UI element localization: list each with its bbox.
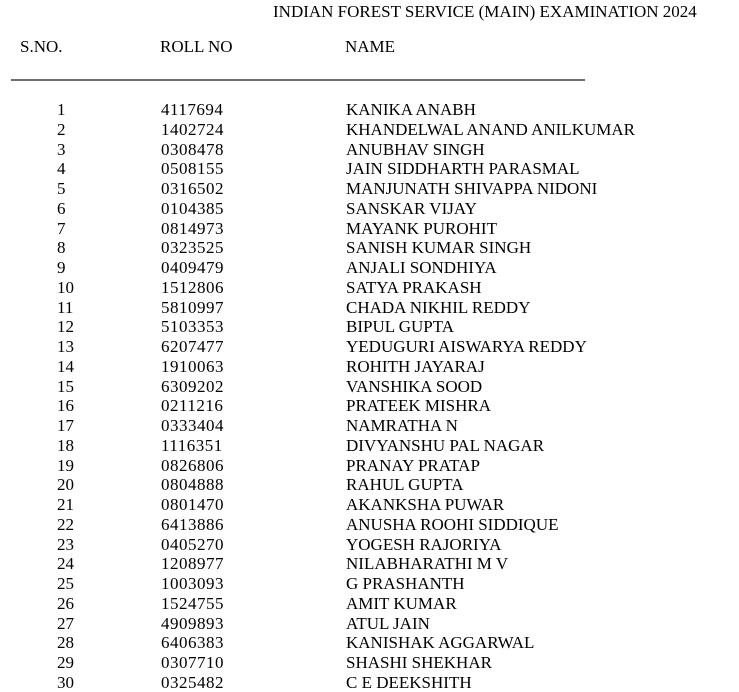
roll-number: 6406383 [161,633,224,653]
serial-number: 27 [57,613,74,633]
roll-number: 0405270 [161,534,224,554]
roll-number: 1116351 [161,435,223,455]
roll-number: 0307710 [161,653,224,672]
serial-number: 1 [57,100,66,119]
candidate-name: MAYANK PUROHIT [346,218,497,238]
roll-number: 4909893 [161,613,224,633]
candidate-name: G PRASHANTH [346,574,465,593]
table-row [0,574,739,594]
column-header-name: NAME [345,37,396,56]
table-row [0,673,739,692]
table-row [0,614,739,634]
candidate-name: YEDUGURI AISWARYA REDDY [346,337,587,356]
header-divider [11,79,585,81]
candidate-name: KANIKA ANABH [346,100,476,119]
table-row [0,238,739,258]
roll-number: 0804888 [161,475,224,495]
table-row [0,495,739,515]
candidate-name: NILABHARATHI M V [346,554,509,574]
serial-number: 2 [57,119,66,139]
candidate-name: CHADA NIKHIL REDDY [346,297,531,317]
serial-number: 20 [57,475,74,495]
serial-number: 8 [57,238,66,258]
table-row [0,633,739,653]
candidate-name: ANUSHA ROOHI SIDDIQUE [346,514,559,534]
roll-number: 6207477 [161,337,224,356]
candidate-name: AKANKSHA PUWAR [346,495,505,514]
serial-number: 22 [57,514,74,534]
candidate-name: KANISHAK AGGARWAL [346,633,535,653]
table-row [0,594,739,614]
table-row [0,159,739,179]
serial-number: 12 [57,317,74,337]
roll-number: 4117694 [161,100,224,119]
candidate-name: ANUBHAV SINGH [346,139,485,159]
roll-number: 0409479 [161,258,224,277]
roll-number: 0826806 [161,455,224,475]
serial-number: 30 [57,672,74,692]
roll-number: 1524755 [161,593,224,613]
results-table [0,100,739,692]
candidate-name: RAHUL GUPTA [346,475,464,495]
roll-number: 0323525 [161,238,224,258]
table-row [0,396,739,416]
roll-number: 0211216 [161,396,224,416]
candidate-name: BIPUL GUPTA [346,317,455,337]
serial-number: 23 [57,534,74,554]
roll-number: 1910063 [161,356,224,376]
table-row [0,199,739,219]
table-row [0,298,739,318]
roll-number: 1003093 [161,574,224,593]
table-row [0,377,739,397]
candidate-name: DIVYANSHU PAL NAGAR [346,435,545,455]
page-title: INDIAN FOREST SERVICE (MAIN) EXAMINATION 2024 [273,2,697,21]
serial-number: 3 [57,139,66,159]
table-row [0,515,739,535]
candidate-name: VANSHIKA SOOD [346,376,483,396]
table-row [0,436,739,456]
roll-number: 0308478 [161,139,224,159]
serial-number: 24 [57,554,74,574]
roll-number: 6309202 [161,376,224,396]
table-row [0,317,739,337]
table-row [0,219,739,239]
serial-number: 18 [57,435,74,455]
table-row [0,120,739,140]
roll-number: 0104385 [161,198,224,218]
roll-number: 0333404 [161,416,224,435]
serial-number: 10 [57,277,74,297]
candidate-name: ATUL JAIN [346,613,430,633]
candidate-name: AMIT KUMAR [346,593,457,613]
table-row [0,653,739,673]
table-row [0,554,739,574]
serial-number: 15 [57,376,74,396]
serial-number: 11 [57,297,74,317]
serial-number: 16 [57,396,74,416]
serial-number: 19 [57,455,74,475]
table-row [0,357,739,377]
candidate-name: C E DEEKSHITH [346,672,472,692]
candidate-name: ROHITH JAYARAJ [346,356,485,376]
candidate-name: KHANDELWAL ANAND ANILKUMAR [346,119,635,139]
roll-number: 0801470 [161,495,224,514]
column-header-sno: S.NO. [20,37,63,56]
candidate-name: ANJALI SONDHIYA [346,258,497,277]
serial-number: 5 [57,179,66,198]
serial-number: 28 [57,633,74,653]
roll-number: 0325482 [161,672,224,692]
candidate-name: SATYA PRAKASH [346,277,482,297]
table-row [0,337,739,357]
table-row [0,416,739,436]
candidate-name: YOGESH RAJORIYA [346,534,502,554]
roll-number: 0316502 [161,179,224,198]
serial-number: 6 [57,198,66,218]
table-row [0,179,739,199]
roll-number: 0814973 [161,218,224,238]
table-row [0,258,739,278]
table-row [0,278,739,298]
serial-number: 9 [57,258,66,277]
serial-number: 4 [57,159,66,179]
candidate-name: SHASHI SHEKHAR [346,653,492,672]
serial-number: 13 [57,337,74,356]
roll-number: 0508155 [161,159,224,179]
roll-number: 1402724 [161,119,224,139]
candidate-name: MANJUNATH SHIVAPPA NIDONI [346,179,598,198]
serial-number: 7 [57,218,66,238]
table-row [0,535,739,555]
serial-number: 26 [57,593,74,613]
serial-number: 25 [57,574,74,593]
serial-number: 14 [57,356,74,376]
serial-number: 29 [57,653,74,672]
candidate-name: SANISH KUMAR SINGH [346,238,532,258]
roll-number: 1512806 [161,277,224,297]
table-row [0,456,739,476]
roll-number: 6413886 [161,514,224,534]
table-row [0,140,739,160]
table-row [0,100,739,120]
serial-number: 21 [57,495,74,514]
roll-number: 5810997 [161,297,224,317]
table-row [0,475,739,495]
candidate-name: PRANAY PRATAP [346,455,480,475]
roll-number: 1208977 [161,554,224,574]
candidate-name: PRATEEK MISHRA [346,396,491,416]
column-header-rollno: ROLL NO [160,37,233,56]
candidate-name: JAIN SIDDHARTH PARASMAL [346,159,580,179]
candidate-name: NAMRATHA N [346,416,458,435]
roll-number: 5103353 [161,317,224,337]
candidate-name: SANSKAR VIJAY [346,198,477,218]
serial-number: 17 [57,416,74,435]
